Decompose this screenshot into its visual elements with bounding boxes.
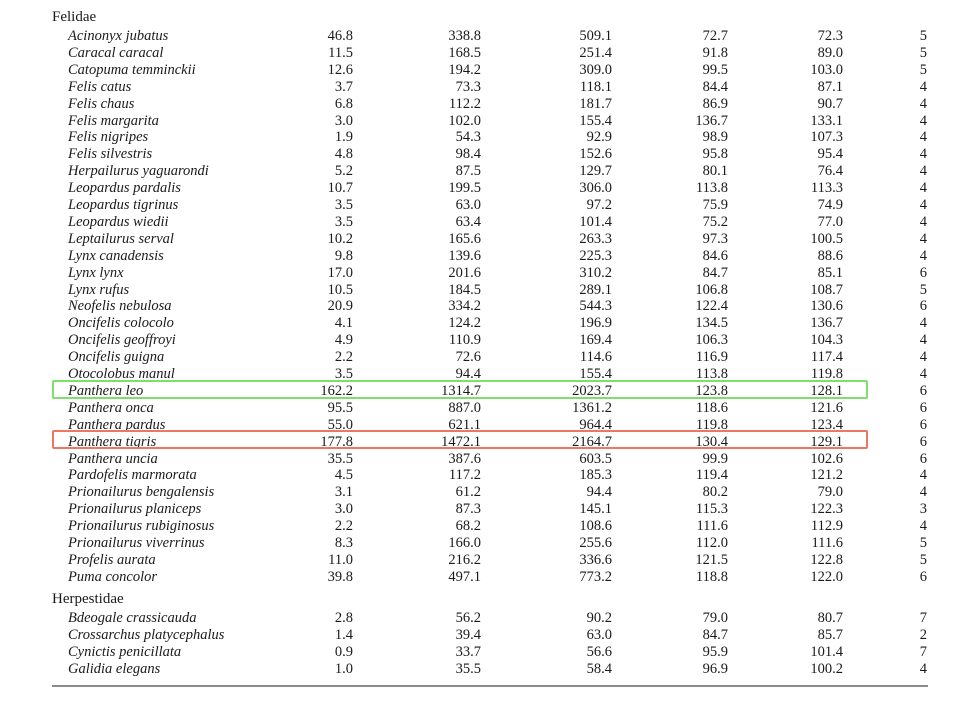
- col-3-value: 310.2: [579, 264, 612, 281]
- col-4-value: 113.8: [695, 180, 728, 197]
- col-2-value: 63.0: [455, 197, 481, 213]
- col-6-value: 4: [919, 467, 927, 484]
- col-3-value: 1361.2: [572, 399, 612, 416]
- col-6-value: 5: [919, 281, 927, 298]
- col-4-value: 123.8: [695, 382, 728, 399]
- col-3-value: 289.1: [579, 281, 612, 298]
- col-5-value: 80.7: [817, 610, 843, 626]
- col-3-value: 309.0: [579, 61, 612, 78]
- col-3-value: 56.6: [586, 643, 612, 660]
- col-5-value: 108.7: [810, 281, 843, 298]
- col-3-value: 251.4: [579, 44, 612, 61]
- col-4-value: 79.0: [702, 610, 728, 626]
- col-6-value: 4: [919, 146, 927, 163]
- col-5-value: 103.0: [810, 61, 843, 78]
- col-4-value: 80.2: [702, 484, 728, 501]
- col-6-value: 4: [919, 180, 927, 197]
- col-4-value: 134.5: [695, 315, 728, 332]
- col-3-value: 155.4: [579, 366, 612, 382]
- col-3-value: 603.5: [579, 450, 612, 467]
- species-name: Felis nigripes: [68, 129, 149, 146]
- col-3-value: 58.4: [586, 660, 612, 677]
- col-6-value: 4: [919, 332, 927, 349]
- family-heading-felidae: Felidae: [52, 9, 97, 25]
- col-4-value: 80.1: [702, 163, 728, 180]
- species-name: Oncifelis colocolo: [68, 315, 174, 332]
- species-name: Otocolobus manul: [68, 366, 175, 382]
- col-6-value: 4: [919, 660, 927, 677]
- col-5-value: 122.0: [810, 568, 843, 585]
- species-name: Galidia elegans: [68, 660, 161, 677]
- col-5-value: 111.6: [811, 535, 843, 551]
- col-1-value: 1.9: [334, 129, 353, 146]
- col-5-value: 104.3: [810, 332, 843, 349]
- col-2-value: 87.5: [455, 163, 481, 180]
- col-1-value: 11.0: [328, 551, 353, 568]
- col-4-value: 122.4: [695, 298, 728, 315]
- col-4-value: 86.9: [702, 95, 728, 112]
- species-name: Puma concolor: [68, 568, 157, 585]
- species-name: Profelis aurata: [68, 551, 156, 568]
- species-name: Acinonyx jubatus: [68, 28, 169, 44]
- col-6-value: 4: [919, 197, 927, 213]
- col-3-value: 114.6: [579, 349, 612, 366]
- col-1-value: 17.0: [327, 264, 353, 281]
- species-name: Felis margarita: [68, 112, 159, 129]
- col-1-value: 2.8: [334, 610, 353, 626]
- species-name: Oncifelis geoffroyi: [68, 332, 176, 349]
- col-1-value: 1.0: [334, 660, 353, 677]
- col-3-value: 155.4: [579, 112, 612, 129]
- col-5-value: 107.3: [810, 129, 843, 146]
- col-2-value: 73.3: [455, 78, 481, 95]
- col-5-value: 121.6: [810, 399, 843, 416]
- col-2-value: 165.6: [448, 230, 481, 247]
- col-2-value: 139.6: [448, 247, 481, 264]
- table-row: [0, 180, 976, 197]
- col-3-value: 509.1: [579, 28, 612, 44]
- table-row: [0, 332, 976, 349]
- col-2-value: 216.2: [448, 551, 481, 568]
- col-5-value: 123.4: [810, 416, 843, 433]
- col-4-value: 84.7: [702, 626, 728, 643]
- species-name: Lynx rufus: [68, 281, 130, 298]
- col-6-value: 4: [919, 230, 927, 247]
- table-row: [0, 45, 976, 62]
- col-2-value: 194.2: [448, 61, 481, 78]
- col-2-value: 201.6: [448, 264, 481, 281]
- col-3-value: 196.9: [579, 315, 612, 332]
- col-5-value: 102.6: [810, 450, 843, 467]
- col-6-value: 4: [919, 349, 927, 366]
- table-row: [0, 644, 976, 661]
- species-name: Lynx canadensis: [68, 247, 164, 264]
- col-6-value: 5: [919, 44, 927, 61]
- table-row: [0, 434, 976, 451]
- col-5-value: 122.3: [810, 501, 843, 518]
- col-5-value: 74.9: [817, 197, 843, 213]
- col-4-value: 111.6: [696, 518, 728, 535]
- col-5-value: 88.6: [817, 247, 843, 264]
- col-1-value: 10.5: [327, 281, 353, 298]
- col-1-value: 10.2: [327, 230, 353, 247]
- table-row: [0, 610, 976, 627]
- col-5-value: 136.7: [810, 315, 843, 332]
- species-name: Leopardus wiedii: [68, 213, 169, 230]
- col-6-value: 7: [919, 610, 927, 626]
- col-3-value: 90.2: [586, 610, 612, 626]
- species-name: Neofelis nebulosa: [68, 298, 172, 315]
- col-4-value: 136.7: [695, 112, 728, 129]
- col-4-value: 75.2: [702, 213, 728, 230]
- col-5-value: 130.6: [810, 298, 843, 315]
- table-row: [0, 113, 976, 130]
- col-5-value: 117.4: [810, 349, 843, 366]
- table-row: [0, 366, 976, 383]
- col-4-value: 99.5: [702, 61, 728, 78]
- col-1-value: 12.6: [327, 61, 353, 78]
- species-name: Lynx lynx: [68, 264, 124, 281]
- col-5-value: 89.0: [817, 44, 843, 61]
- col-6-value: 4: [919, 484, 927, 501]
- table-row: [0, 417, 976, 434]
- col-1-value: 4.1: [334, 315, 353, 332]
- col-3-value: 63.0: [586, 626, 612, 643]
- col-2-value: 63.4: [455, 213, 481, 230]
- col-2-value: 1472.1: [441, 433, 481, 450]
- col-6-value: 6: [919, 382, 927, 399]
- col-6-value: 2: [919, 626, 927, 643]
- col-2-value: 94.4: [455, 366, 481, 382]
- table-row: [0, 349, 976, 366]
- col-5-value: 90.7: [817, 95, 843, 112]
- table-row: [0, 282, 976, 299]
- col-6-value: 5: [919, 535, 927, 551]
- table-row: [0, 661, 976, 678]
- col-4-value: 119.4: [695, 467, 728, 484]
- table-row: [0, 129, 976, 146]
- col-4-value: 116.9: [695, 349, 728, 366]
- table-row: [0, 265, 976, 282]
- col-2-value: 497.1: [448, 568, 481, 585]
- col-6-value: 3: [919, 501, 927, 518]
- col-1-value: 3.0: [334, 112, 353, 129]
- col-1-value: 3.5: [334, 366, 353, 382]
- table-row: [0, 96, 976, 113]
- col-1-value: 4.5: [334, 467, 353, 484]
- col-1-value: 4.9: [334, 332, 353, 349]
- col-3-value: 2164.7: [572, 433, 612, 450]
- col-4-value: 118.6: [695, 399, 728, 416]
- col-4-value: 130.4: [695, 433, 728, 450]
- col-6-value: 6: [919, 450, 927, 467]
- species-name: Panthera onca: [68, 399, 154, 416]
- col-1-value: 95.5: [327, 399, 353, 416]
- col-6-value: 4: [919, 129, 927, 146]
- col-4-value: 106.8: [695, 281, 728, 298]
- table-row: [0, 163, 976, 180]
- table-row: [0, 627, 976, 644]
- species-name: Herpailurus yaguarondi: [68, 163, 209, 180]
- col-6-value: 4: [919, 78, 927, 95]
- col-2-value: 112.2: [448, 95, 481, 112]
- col-4-value: 96.9: [702, 660, 728, 677]
- col-1-value: 3.7: [334, 78, 353, 95]
- col-5-value: 121.2: [810, 467, 843, 484]
- col-2-value: 98.4: [455, 146, 481, 163]
- col-6-value: 5: [919, 61, 927, 78]
- col-1-value: 4.8: [334, 146, 353, 163]
- col-1-value: 2.2: [334, 349, 353, 366]
- col-4-value: 72.7: [702, 28, 728, 44]
- col-6-value: 4: [919, 366, 927, 382]
- col-4-value: 84.6: [702, 247, 728, 264]
- table-row: [0, 501, 976, 518]
- table-row: [0, 62, 976, 79]
- col-2-value: 56.2: [455, 610, 481, 626]
- col-2-value: 621.1: [448, 416, 481, 433]
- species-name: Panthera leo: [68, 382, 144, 399]
- col-2-value: 61.2: [455, 484, 481, 501]
- table-row: [0, 315, 976, 332]
- species-name: Leopardus pardalis: [68, 180, 181, 197]
- col-1-value: 3.1: [334, 484, 353, 501]
- col-6-value: 6: [919, 298, 927, 315]
- col-2-value: 39.4: [455, 626, 481, 643]
- species-name: Caracal caracal: [68, 44, 164, 61]
- table-row: [0, 214, 976, 231]
- col-5-value: 122.8: [810, 551, 843, 568]
- col-2-value: 168.5: [448, 44, 481, 61]
- col-5-value: 87.1: [817, 78, 843, 95]
- col-3-value: 773.2: [579, 568, 612, 585]
- col-3-value: 108.6: [579, 518, 612, 535]
- family-heading-herpestidae: Herpestidae: [52, 591, 124, 607]
- col-6-value: 4: [919, 518, 927, 535]
- col-1-value: 177.8: [320, 433, 353, 450]
- col-1-value: 35.5: [327, 450, 353, 467]
- col-1-value: 162.2: [320, 382, 353, 399]
- col-4-value: 98.9: [702, 129, 728, 146]
- col-4-value: 75.9: [702, 197, 728, 213]
- table-row: [0, 535, 976, 552]
- species-name: Prionailurus planiceps: [68, 501, 202, 518]
- col-3-value: 336.6: [579, 551, 612, 568]
- col-1-value: 6.8: [334, 95, 353, 112]
- species-name: Felis silvestris: [68, 146, 153, 163]
- table-row: [0, 298, 976, 315]
- col-2-value: 338.8: [448, 28, 481, 44]
- col-1-value: 11.5: [328, 44, 353, 61]
- species-name: Panthera uncia: [68, 450, 158, 467]
- table-row: [0, 28, 976, 45]
- col-6-value: 4: [919, 213, 927, 230]
- col-4-value: 84.7: [702, 264, 728, 281]
- col-5-value: 112.9: [810, 518, 843, 535]
- col-5-value: 85.7: [817, 626, 843, 643]
- col-2-value: 199.5: [448, 180, 481, 197]
- col-2-value: 33.7: [455, 643, 481, 660]
- col-4-value: 112.0: [695, 535, 728, 551]
- col-6-value: 4: [919, 95, 927, 112]
- col-2-value: 117.2: [448, 467, 481, 484]
- col-4-value: 113.8: [695, 366, 728, 382]
- species-name: Cynictis penicillata: [68, 643, 182, 660]
- col-6-value: 6: [919, 433, 927, 450]
- col-1-value: 55.0: [327, 416, 353, 433]
- col-2-value: 1314.7: [441, 382, 481, 399]
- col-5-value: 113.3: [810, 180, 843, 197]
- col-6-value: 5: [919, 551, 927, 568]
- col-1-value: 8.3: [334, 535, 353, 551]
- col-3-value: 152.6: [579, 146, 612, 163]
- col-5-value: 101.4: [810, 643, 843, 660]
- species-name: Crossarchus platycephalus: [68, 626, 225, 643]
- col-2-value: 124.2: [448, 315, 481, 332]
- col-2-value: 35.5: [455, 660, 481, 677]
- table-row: [0, 197, 976, 214]
- col-2-value: 68.2: [455, 518, 481, 535]
- col-5-value: 119.8: [810, 366, 843, 382]
- table-row: [0, 552, 976, 569]
- table-row: [0, 467, 976, 484]
- col-2-value: 334.2: [448, 298, 481, 315]
- table-row: [0, 518, 976, 535]
- species-name: Leptailurus serval: [68, 230, 174, 247]
- col-4-value: 91.8: [702, 44, 728, 61]
- species-name: Felis chaus: [68, 95, 135, 112]
- col-6-value: 4: [919, 315, 927, 332]
- col-1-value: 3.0: [334, 501, 353, 518]
- species-name: Pardofelis marmorata: [68, 467, 197, 484]
- col-1-value: 3.5: [334, 213, 353, 230]
- col-6-value: 7: [919, 643, 927, 660]
- col-3-value: 145.1: [579, 501, 612, 518]
- col-6-value: 5: [919, 28, 927, 44]
- table-row: [0, 400, 976, 417]
- col-4-value: 99.9: [702, 450, 728, 467]
- col-4-value: 95.8: [702, 146, 728, 163]
- col-6-value: 4: [919, 163, 927, 180]
- col-5-value: 95.4: [817, 146, 843, 163]
- table-row: [0, 451, 976, 468]
- col-3-value: 964.4: [579, 416, 612, 433]
- col-2-value: 387.6: [448, 450, 481, 467]
- col-1-value: 9.8: [334, 247, 353, 264]
- col-6-value: 4: [919, 247, 927, 264]
- species-name: Leopardus tigrinus: [68, 197, 179, 213]
- col-1-value: 5.2: [334, 163, 353, 180]
- col-5-value: 133.1: [810, 112, 843, 129]
- col-5-value: 85.1: [817, 264, 843, 281]
- species-name: Prionailurus viverrinus: [68, 535, 205, 551]
- col-1-value: 1.4: [334, 626, 353, 643]
- col-4-value: 118.8: [695, 568, 728, 585]
- col-2-value: 102.0: [448, 112, 481, 129]
- species-name: Catopuma temminckii: [68, 61, 196, 78]
- col-4-value: 106.3: [695, 332, 728, 349]
- table-row: [0, 484, 976, 501]
- col-4-value: 119.8: [695, 416, 728, 433]
- col-1-value: 0.9: [334, 643, 353, 660]
- col-6-value: 6: [919, 568, 927, 585]
- col-6-value: 6: [919, 416, 927, 433]
- table-bottom-rule: [52, 685, 928, 687]
- species-name: Prionailurus bengalensis: [68, 484, 215, 501]
- col-3-value: 181.7: [579, 95, 612, 112]
- col-3-value: 263.3: [579, 230, 612, 247]
- col-5-value: 72.3: [817, 28, 843, 44]
- col-5-value: 79.0: [817, 484, 843, 501]
- col-5-value: 77.0: [817, 213, 843, 230]
- col-2-value: 184.5: [448, 281, 481, 298]
- col-1-value: 20.9: [327, 298, 353, 315]
- species-name: Oncifelis guigna: [68, 349, 165, 366]
- species-name: Panthera tigris: [68, 433, 157, 450]
- col-2-value: 166.0: [448, 535, 481, 551]
- col-6-value: 6: [919, 264, 927, 281]
- col-5-value: 129.1: [810, 433, 843, 450]
- col-5-value: 100.5: [810, 230, 843, 247]
- col-3-value: 94.4: [586, 484, 612, 501]
- col-3-value: 225.3: [579, 247, 612, 264]
- col-5-value: 128.1: [810, 382, 843, 399]
- table-row: [0, 146, 976, 163]
- col-1-value: 46.8: [327, 28, 353, 44]
- col-3-value: 97.2: [586, 197, 612, 213]
- col-2-value: 54.3: [455, 129, 481, 146]
- species-name: Prionailurus rubiginosus: [68, 518, 215, 535]
- table-row: [0, 248, 976, 265]
- col-3-value: 129.7: [579, 163, 612, 180]
- col-5-value: 76.4: [817, 163, 843, 180]
- col-5-value: 100.2: [810, 660, 843, 677]
- col-2-value: 110.9: [448, 332, 481, 349]
- col-3-value: 101.4: [579, 213, 612, 230]
- col-4-value: 115.3: [695, 501, 728, 518]
- col-4-value: 84.4: [702, 78, 728, 95]
- col-4-value: 97.3: [702, 230, 728, 247]
- species-name: Bdeogale crassicauda: [68, 610, 197, 626]
- col-1-value: 3.5: [334, 197, 353, 213]
- col-2-value: 887.0: [448, 399, 481, 416]
- col-4-value: 95.9: [702, 643, 728, 660]
- species-name: Panthera pardus: [68, 416, 166, 433]
- col-3-value: 118.1: [579, 78, 612, 95]
- col-3-value: 2023.7: [572, 382, 612, 399]
- col-6-value: 6: [919, 399, 927, 416]
- col-3-value: 169.4: [579, 332, 612, 349]
- col-3-value: 185.3: [579, 467, 612, 484]
- col-2-value: 87.3: [455, 501, 481, 518]
- col-3-value: 306.0: [579, 180, 612, 197]
- col-3-value: 544.3: [579, 298, 612, 315]
- table-row: [0, 79, 976, 96]
- table-row: [0, 569, 976, 586]
- species-name: Felis catus: [68, 78, 132, 95]
- col-1-value: 2.2: [334, 518, 353, 535]
- table-row: [0, 231, 976, 248]
- col-4-value: 121.5: [695, 551, 728, 568]
- col-3-value: 92.9: [586, 129, 612, 146]
- col-2-value: 72.6: [455, 349, 481, 366]
- col-3-value: 255.6: [579, 535, 612, 551]
- col-1-value: 39.8: [327, 568, 353, 585]
- col-1-value: 10.7: [327, 180, 353, 197]
- table-row: [0, 383, 976, 400]
- col-6-value: 4: [919, 112, 927, 129]
